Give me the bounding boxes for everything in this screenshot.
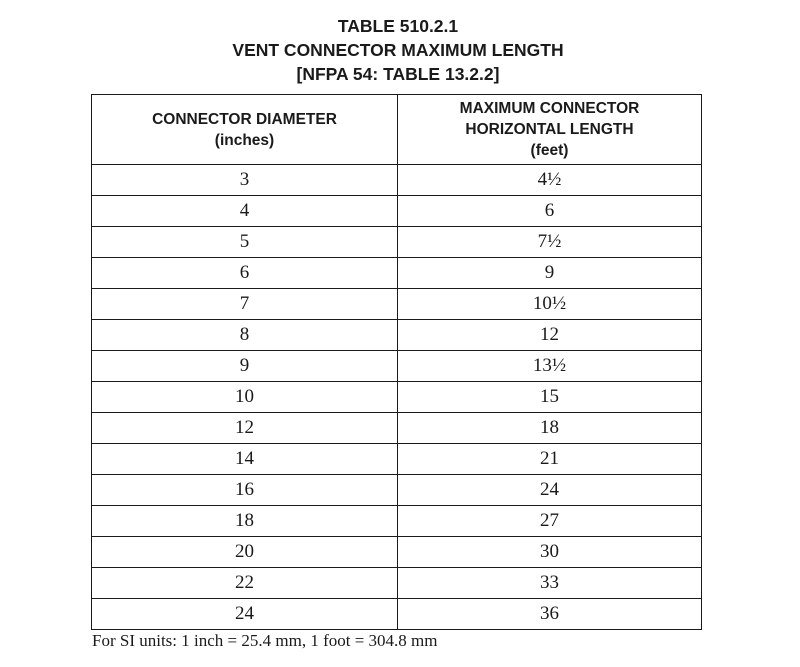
table-row xyxy=(92,351,702,382)
cell-max-length: 15 xyxy=(398,382,702,413)
cell-max-length: 6 xyxy=(398,196,702,227)
cell-max-length: 4½ xyxy=(398,165,702,196)
cell-connector-diameter: 10 xyxy=(92,382,398,413)
cell-max-length: 33 xyxy=(398,568,702,599)
table-row xyxy=(92,227,702,258)
table-number: TABLE 510.2.1 xyxy=(337,16,459,36)
cell-connector-diameter: 4 xyxy=(92,196,398,227)
header-line: (inches) xyxy=(214,131,275,149)
cell-max-length: 18 xyxy=(398,413,702,444)
cell-max-length: 21 xyxy=(398,444,702,475)
table-row xyxy=(92,444,702,475)
cell-connector-diameter: 24 xyxy=(92,599,398,630)
cell-max-length: 24 xyxy=(398,475,702,506)
cell-connector-diameter: 16 xyxy=(92,475,398,506)
table-row xyxy=(92,382,702,413)
table-row xyxy=(92,196,702,227)
cell-connector-diameter: 6 xyxy=(92,258,398,289)
cell-connector-diameter: 12 xyxy=(92,413,398,444)
cell-max-length: 36 xyxy=(398,599,702,630)
header-line: HORIZONTAL LENGTH xyxy=(465,121,634,138)
header-line: CONNECTOR DIAMETER xyxy=(152,110,337,128)
header-line: (feet) xyxy=(530,142,569,159)
cell-connector-diameter: 14 xyxy=(92,444,398,475)
cell-max-length: 10½ xyxy=(398,289,702,320)
header-connector-diameter xyxy=(92,95,398,165)
cell-connector-diameter: 18 xyxy=(92,506,398,537)
table-row xyxy=(92,475,702,506)
cell-connector-diameter: 8 xyxy=(92,320,398,351)
table-row xyxy=(92,320,702,351)
table-title: VENT CONNECTOR MAXIMUM LENGTH xyxy=(232,40,564,60)
header-line: MAXIMUM CONNECTOR xyxy=(459,100,640,117)
table-row xyxy=(92,258,702,289)
table-row xyxy=(92,568,702,599)
table-row xyxy=(92,289,702,320)
cell-max-length: 27 xyxy=(398,506,702,537)
cell-max-length: 30 xyxy=(398,537,702,568)
header-max-horizontal-length xyxy=(398,95,702,165)
cell-connector-diameter: 9 xyxy=(92,351,398,382)
table-body xyxy=(92,165,702,630)
si-units-footnote: For SI units: 1 inch = 25.4 mm, 1 foot = 304.8 mm xyxy=(92,631,438,650)
cell-max-length: 9 xyxy=(398,258,702,289)
cell-connector-diameter: 3 xyxy=(92,165,398,196)
cell-max-length: 12 xyxy=(398,320,702,351)
header-row xyxy=(92,95,702,165)
cell-connector-diameter: 20 xyxy=(92,537,398,568)
cell-connector-diameter: 5 xyxy=(92,227,398,258)
table-row xyxy=(92,537,702,568)
cell-connector-diameter: 7 xyxy=(92,289,398,320)
table-row xyxy=(92,413,702,444)
cell-connector-diameter: 22 xyxy=(92,568,398,599)
table-reference: [NFPA 54: TABLE 13.2.2] xyxy=(296,64,500,84)
table-title-block xyxy=(0,14,796,86)
table-row xyxy=(92,506,702,537)
cell-max-length: 7½ xyxy=(398,227,702,258)
table-row xyxy=(92,165,702,196)
vent-connector-table xyxy=(91,94,702,630)
table-row xyxy=(92,599,702,630)
cell-max-length: 13½ xyxy=(398,351,702,382)
